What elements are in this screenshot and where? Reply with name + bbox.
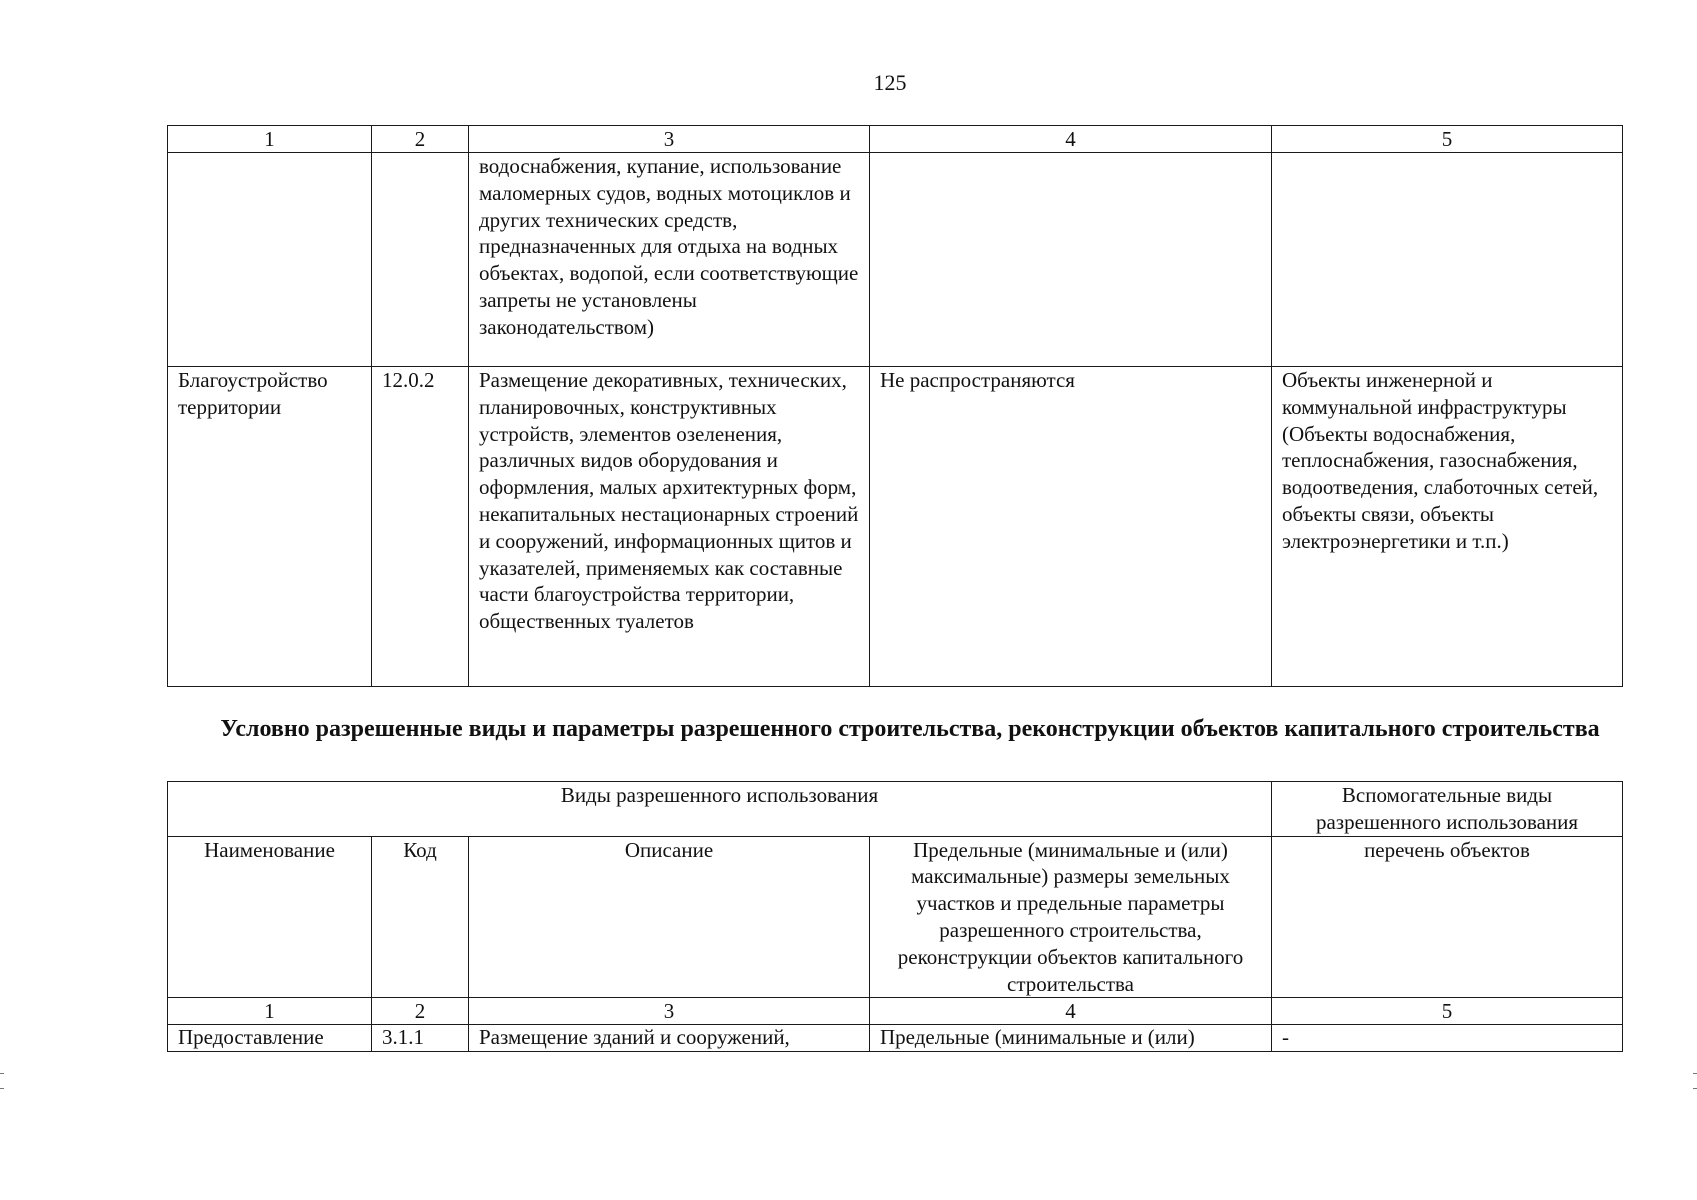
column-number-3: 3: [469, 998, 870, 1025]
table-row: [168, 367, 1623, 687]
column-number-2: 2: [372, 998, 469, 1025]
use-description-cell: водоснабжения, купание, использование маломерных судов, водных мотоциклов и других технических средств, предназначенных для отдыха на водных объектах, водопой, если соответствующие запреты не установлены законодательством): [469, 153, 870, 367]
column-header-code: Код: [372, 836, 469, 998]
column-header-row: [168, 836, 1623, 998]
auxiliary-uses-cell: Объекты инженерной и коммунальной инфраструктуры (Объекты водоснабжения, теплоснабжения, газоснабжения, водоотведения, слаботочных сетей, объекты связи, объекты электроэнергетики и т.п.): [1272, 367, 1623, 687]
use-limits-cell: [870, 153, 1272, 367]
use-code-cell: 12.0.2: [372, 367, 469, 687]
use-name-cell: Благоустройство территории: [168, 367, 372, 687]
conditional-uses-table: [167, 781, 1623, 1052]
group-header-row: [168, 782, 1623, 837]
column-number-5: 5: [1272, 998, 1623, 1025]
use-name-cell: Предоставление: [168, 1025, 372, 1052]
use-name-cell: [168, 153, 372, 367]
column-number-2: 2: [372, 126, 469, 153]
use-description-cell: Размещение зданий и сооружений,: [469, 1025, 870, 1052]
use-limits-cell: Не распространяются: [870, 367, 1272, 687]
page-number: 125: [873, 70, 907, 95]
scan-edge-mark-left: [0, 1073, 4, 1089]
column-header-name: Наименование: [168, 836, 372, 998]
group-header-main: Виды разрешенного использования: [168, 782, 1272, 837]
column-number-1: 1: [168, 126, 372, 153]
column-number-1: 1: [168, 998, 372, 1025]
column-header-limits: Предельные (минимальные и (или) максимальные) размеры земельных участков и предельные параметры разрешенного строительства, реконструкции объектов капитального строительства: [870, 836, 1272, 998]
column-number-row: [168, 126, 1623, 153]
column-header-description: Описание: [469, 836, 870, 998]
column-number-3: 3: [469, 126, 870, 153]
permitted-uses-table-continued: [167, 125, 1623, 687]
use-description-cell: Размещение декоративных, технических, планировочных, конструктивных устройств, элементов озеленения, различных видов оборудования и оформления, малых архитектурных форм, некапитальных нестационарных строений и сооружений, информационных щитов и указателей, применяемых как составные части благоустройства территории, общественных туалетов: [469, 367, 870, 687]
column-number-4: 4: [870, 126, 1272, 153]
group-header-auxiliary: Вспомогательные виды разрешенного использования: [1272, 782, 1623, 837]
use-code-cell: [372, 153, 469, 367]
column-number-row: [168, 998, 1623, 1025]
column-header-aux-list: перечень объектов: [1272, 836, 1623, 998]
table-row: [168, 153, 1623, 367]
auxiliary-uses-cell: -: [1272, 1025, 1623, 1052]
scan-edge-mark-right: [1693, 1073, 1697, 1089]
use-limits-cell: Предельные (минимальные и (или): [870, 1025, 1272, 1052]
column-number-4: 4: [870, 998, 1272, 1025]
use-code-cell: 3.1.1: [372, 1025, 469, 1052]
section-title: Условно разрешенные виды и параметры разрешенного строительства, реконструкции объектов капитального строительства: [220, 716, 1600, 742]
table-row: [168, 1025, 1623, 1052]
column-number-5: 5: [1272, 126, 1623, 153]
auxiliary-uses-cell: [1272, 153, 1623, 367]
